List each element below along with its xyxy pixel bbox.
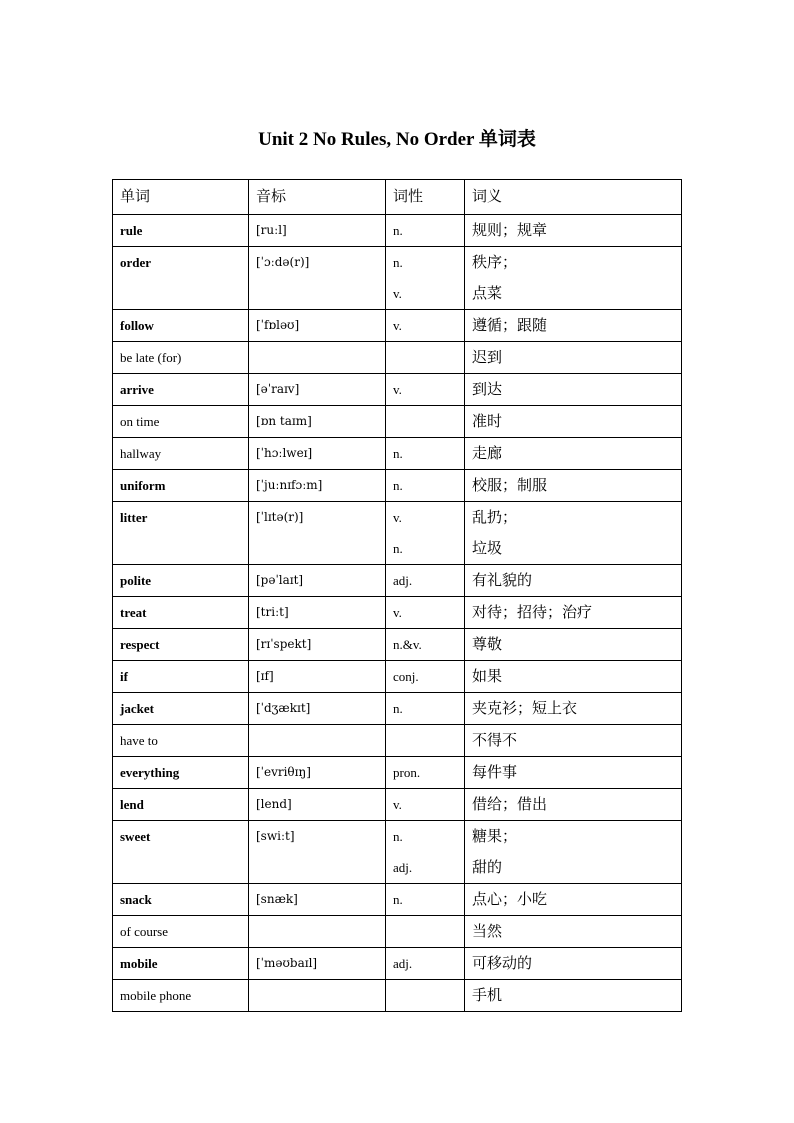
phonetic-cell <box>249 884 386 916</box>
phonetic-cell <box>249 948 386 980</box>
part-of-speech-text: v. <box>393 318 402 333</box>
phonetic-cell <box>249 406 386 438</box>
part-of-speech-cell <box>386 502 465 565</box>
phonetic-text: [ɒn taɪm] <box>256 414 312 428</box>
phonetic-text: [ˈjuːnɪfɔːm] <box>256 478 323 492</box>
part-of-speech-cell <box>386 597 465 629</box>
table-row <box>113 757 682 789</box>
meaning-cell <box>465 757 682 789</box>
part-of-speech-text: adj. <box>393 956 413 971</box>
word-text: treat <box>120 605 147 620</box>
part-of-speech-text: n. <box>393 223 403 238</box>
word-cell <box>113 342 249 374</box>
phonetic-text: [lend] <box>256 797 292 811</box>
phonetic-text: [ˈməʊbaɪl] <box>256 956 318 970</box>
part-of-speech-text: pron. <box>393 765 421 780</box>
table-row <box>113 374 682 406</box>
word-text: respect <box>120 637 160 652</box>
meaning-cell <box>465 565 682 597</box>
part-of-speech-cell <box>386 374 465 406</box>
part-of-speech-text: n.&v. <box>393 637 422 652</box>
word-cell <box>113 438 249 470</box>
table-row <box>113 725 682 757</box>
phonetic-cell <box>249 597 386 629</box>
word-cell <box>113 757 249 789</box>
part-of-speech-cell <box>386 247 465 310</box>
part-of-speech-text: conj. <box>393 669 419 684</box>
word-text: jacket <box>120 701 154 716</box>
meaning-text: 如果 <box>472 667 503 685</box>
meaning-text: 点心；小吃 <box>472 890 548 908</box>
phonetic-text: [ˈdʒækɪt] <box>256 701 311 715</box>
phonetic-cell <box>249 789 386 821</box>
part-of-speech-text: v. <box>393 382 402 397</box>
table-row <box>113 247 682 310</box>
table-row <box>113 980 682 1012</box>
table-row <box>113 565 682 597</box>
part-of-speech-cell <box>386 438 465 470</box>
part-of-speech-text <box>393 916 464 947</box>
word-text: mobile phone <box>120 988 192 1003</box>
word-text: snack <box>120 892 152 907</box>
meaning-text: 糖果； <box>472 827 518 845</box>
part-of-speech-text: n. <box>393 478 403 493</box>
word-cell <box>113 374 249 406</box>
meaning-text: 乱扔； <box>472 508 518 526</box>
meaning-text: 每件事 <box>472 763 518 781</box>
table-row <box>113 406 682 438</box>
phonetic-text <box>256 725 385 756</box>
table-row <box>113 470 682 502</box>
table-row <box>113 661 682 693</box>
phonetic-cell <box>249 725 386 757</box>
meaning-cell <box>465 789 682 821</box>
meaning-cell <box>465 597 682 629</box>
phonetic-cell <box>249 821 386 884</box>
part-of-speech-text: n. <box>393 829 403 844</box>
meaning-cell <box>465 438 682 470</box>
meaning-text: 当然 <box>472 922 503 940</box>
word-cell <box>113 725 249 757</box>
word-cell <box>113 948 249 980</box>
header-meaning: 词义 <box>465 180 682 215</box>
word-cell <box>113 693 249 725</box>
part-of-speech-cell <box>386 342 465 374</box>
meaning-text: 夹克衫；短上衣 <box>472 699 578 717</box>
meaning-text: 有礼貌的 <box>472 571 533 589</box>
meaning-text: 点菜 <box>472 284 503 302</box>
word-cell <box>113 310 249 342</box>
phonetic-cell <box>249 693 386 725</box>
meaning-text: 走廊 <box>472 444 503 462</box>
part-of-speech-cell <box>386 948 465 980</box>
word-cell <box>113 470 249 502</box>
part-of-speech-text: n. <box>393 446 403 461</box>
meaning-text: 规则；规章 <box>472 221 548 239</box>
table-body <box>113 215 682 1012</box>
meaning-text: 手机 <box>472 986 503 1004</box>
phonetic-cell <box>249 215 386 247</box>
word-text: mobile <box>120 956 158 971</box>
part-of-speech-cell <box>386 884 465 916</box>
word-text: hallway <box>120 446 162 461</box>
part-of-speech-text: adj. <box>393 860 413 875</box>
meaning-cell <box>465 948 682 980</box>
meaning-cell <box>465 821 682 884</box>
part-of-speech-cell <box>386 821 465 884</box>
phonetic-cell <box>249 629 386 661</box>
table-row <box>113 342 682 374</box>
phonetic-cell <box>249 565 386 597</box>
part-of-speech-cell <box>386 725 465 757</box>
phonetic-text: [ˈlɪtə(r)] <box>256 510 304 524</box>
word-cell <box>113 215 249 247</box>
word-cell <box>113 884 249 916</box>
word-text: everything <box>120 765 180 780</box>
phonetic-text: [triːt] <box>256 605 289 619</box>
meaning-text: 借给；借出 <box>472 795 548 813</box>
part-of-speech-text: n. <box>393 892 403 907</box>
phonetic-text: [ˈɔːdə(r)] <box>256 255 310 269</box>
part-of-speech-text: v. <box>393 286 402 301</box>
table-row <box>113 438 682 470</box>
phonetic-cell <box>249 374 386 406</box>
part-of-speech-cell <box>386 916 465 948</box>
word-text: polite <box>120 573 152 588</box>
meaning-cell <box>465 406 682 438</box>
word-text: follow <box>120 318 154 333</box>
header-phonetic: 音标 <box>249 180 386 215</box>
part-of-speech-cell <box>386 629 465 661</box>
meaning-text: 垃圾 <box>472 539 503 557</box>
meaning-cell <box>465 884 682 916</box>
meaning-cell <box>465 215 682 247</box>
phonetic-text: [pəˈlaɪt] <box>256 573 304 587</box>
part-of-speech-text <box>393 725 464 756</box>
meaning-text: 对待；招待；治疗 <box>472 603 593 621</box>
phonetic-text: [ruːl] <box>256 223 287 237</box>
meaning-cell <box>465 342 682 374</box>
header-part-of-speech: 词性 <box>386 180 465 215</box>
phonetic-text: [swiːt] <box>256 829 295 843</box>
word-cell <box>113 980 249 1012</box>
table-row <box>113 821 682 884</box>
word-cell <box>113 565 249 597</box>
word-cell <box>113 789 249 821</box>
meaning-cell <box>465 980 682 1012</box>
meaning-cell <box>465 916 682 948</box>
phonetic-cell <box>249 470 386 502</box>
part-of-speech-text <box>393 406 464 437</box>
phonetic-cell <box>249 438 386 470</box>
part-of-speech-text <box>393 980 464 1011</box>
meaning-cell <box>465 247 682 310</box>
word-cell <box>113 502 249 565</box>
word-cell <box>113 406 249 438</box>
word-text: arrive <box>120 382 154 397</box>
word-text: on time <box>120 414 160 429</box>
phonetic-text: [snæk] <box>256 892 298 906</box>
word-text: uniform <box>120 478 166 493</box>
word-text: litter <box>120 510 148 525</box>
word-text: be late (for) <box>120 350 182 365</box>
word-text: have to <box>120 733 158 748</box>
word-cell <box>113 629 249 661</box>
phonetic-cell <box>249 310 386 342</box>
phonetic-text: [əˈraɪv] <box>256 382 300 396</box>
part-of-speech-text: v. <box>393 510 402 525</box>
meaning-text: 不得不 <box>472 731 518 749</box>
part-of-speech-cell <box>386 980 465 1012</box>
vocabulary-table <box>112 179 682 1012</box>
phonetic-cell <box>249 916 386 948</box>
table-row <box>113 948 682 980</box>
part-of-speech-cell <box>386 565 465 597</box>
word-text: sweet <box>120 829 151 844</box>
meaning-cell <box>465 725 682 757</box>
phonetic-text: [ˈevriθɪŋ] <box>256 765 311 779</box>
phonetic-text: [ɪf] <box>256 669 274 683</box>
part-of-speech-text: v. <box>393 797 402 812</box>
table-row <box>113 916 682 948</box>
part-of-speech-cell <box>386 470 465 502</box>
word-text: order <box>120 255 152 270</box>
meaning-cell <box>465 502 682 565</box>
table-row <box>113 693 682 725</box>
table-row <box>113 884 682 916</box>
word-cell <box>113 597 249 629</box>
part-of-speech-cell <box>386 789 465 821</box>
table-row <box>113 502 682 565</box>
phonetic-text <box>256 980 385 1011</box>
meaning-cell <box>465 629 682 661</box>
table-row <box>113 215 682 247</box>
meaning-text: 准时 <box>472 412 503 430</box>
table-header-row <box>113 180 682 215</box>
part-of-speech-text: n. <box>393 541 403 556</box>
part-of-speech-text: adj. <box>393 573 413 588</box>
part-of-speech-text: n. <box>393 701 403 716</box>
meaning-cell <box>465 661 682 693</box>
meaning-cell <box>465 374 682 406</box>
meaning-text: 迟到 <box>472 348 503 366</box>
meaning-text: 秩序； <box>472 253 518 271</box>
part-of-speech-text <box>393 342 464 373</box>
word-cell <box>113 661 249 693</box>
word-text: rule <box>120 223 143 238</box>
part-of-speech-cell <box>386 215 465 247</box>
part-of-speech-cell <box>386 757 465 789</box>
header-word: 单词 <box>113 180 249 215</box>
meaning-text: 遵循；跟随 <box>472 316 548 334</box>
phonetic-cell <box>249 247 386 310</box>
meaning-text: 甜的 <box>472 858 503 876</box>
table-row <box>113 789 682 821</box>
phonetic-text: [ˈfɒləʊ] <box>256 318 300 332</box>
phonetic-text <box>256 342 385 373</box>
phonetic-cell <box>249 757 386 789</box>
part-of-speech-text: v. <box>393 605 402 620</box>
meaning-cell <box>465 310 682 342</box>
page-title: Unit 2 No Rules, No Order 单词表 <box>258 129 536 150</box>
part-of-speech-cell <box>386 406 465 438</box>
phonetic-text <box>256 916 385 947</box>
phonetic-cell <box>249 661 386 693</box>
meaning-text: 可移动的 <box>472 954 533 972</box>
word-text: if <box>120 669 128 684</box>
table-row <box>113 310 682 342</box>
table-row <box>113 597 682 629</box>
meaning-text: 尊敬 <box>472 635 503 653</box>
word-cell <box>113 247 249 310</box>
meaning-cell <box>465 470 682 502</box>
word-cell <box>113 916 249 948</box>
phonetic-cell <box>249 342 386 374</box>
word-text: lend <box>120 797 144 812</box>
part-of-speech-cell <box>386 661 465 693</box>
word-cell <box>113 821 249 884</box>
word-text: of course <box>120 924 169 939</box>
phonetic-cell <box>249 980 386 1012</box>
meaning-cell <box>465 693 682 725</box>
phonetic-cell <box>249 502 386 565</box>
part-of-speech-text: n. <box>393 255 403 270</box>
table-row <box>113 629 682 661</box>
meaning-text: 到达 <box>472 380 503 398</box>
part-of-speech-cell <box>386 310 465 342</box>
meaning-text: 校服；制服 <box>472 476 548 494</box>
phonetic-text: [rɪˈspekt] <box>256 637 312 651</box>
part-of-speech-cell <box>386 693 465 725</box>
phonetic-text: [ˈhɔːlweɪ] <box>256 446 313 460</box>
